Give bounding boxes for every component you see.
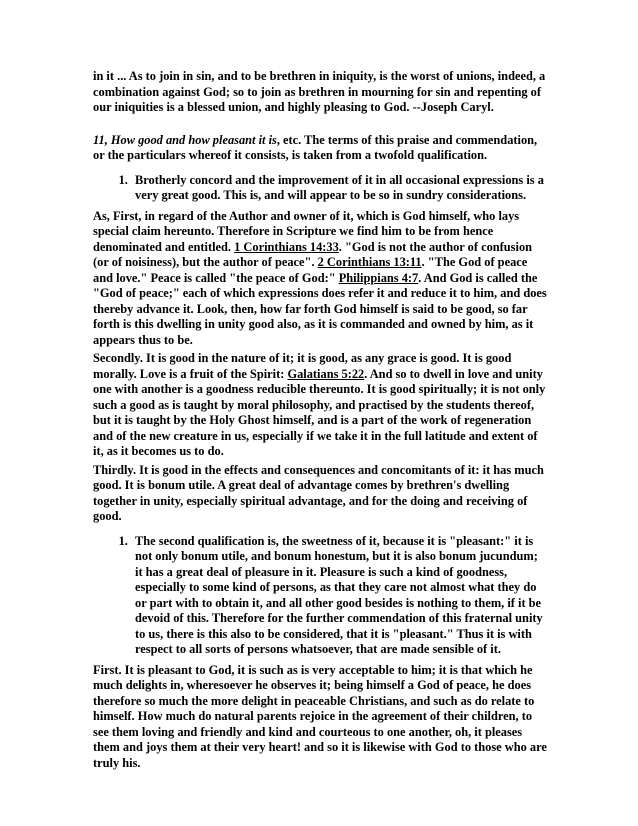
scripture-link-philippians-4-7[interactable]: Philippians 4:7 xyxy=(338,270,419,285)
scripture-link-2-corinthians-13-11[interactable]: 2 Corinthians 13:11 xyxy=(317,255,422,269)
paragraph-caryl-quote xyxy=(93,69,548,116)
verse-heading: 11, How good and how pleasant it is xyxy=(93,132,277,147)
paragraph-text: . And so to dwell in love and unity one with another is a goodness reducible thereunto. It is good spiritually; it is not only such a good as is taught by moral philosophy, and practised by the students thereof, but it is taught by the Holy Ghost himself, and is a part of the work of regeneration and of the new creature in us, especially if we take it in the full latitude and extent of it, as it becomes us to do. xyxy=(93,366,546,458)
scripture-link-galatians-5-22[interactable]: Galatians 5:22 xyxy=(287,366,365,381)
list-item xyxy=(131,173,548,204)
list-item-text: The second qualification is, the sweetness of it, because it is "pleasant:" it is not only bonum utile, and bonum honestum, but it is also bonum jucundum; it has a great deal of pleasure in it. Pleasure is such a kind of goodness, especially to some kind of persons, as that they care not almost what they do or part with to obtain it, and all other good besides is nothing to them, if it be devoid of this. Therefore for the further commendation of this fraternal unity to us, there is this also to be considered, that it is "pleasant." Thus it is with respect to all sorts of persons whatsoever, that are made sensible of it. xyxy=(135,533,543,656)
paragraph-text: First. It is pleasant to God, it is such as is very acceptable to him; it is that which he much delights in, wheresoever he observes it; being himself a God of peace, he does therefore so much the more delight in peaceable Christians, and such as do relate to himself. How much do natural parents rejoice in the agreement of their children, to see them loving and friendly and kind and courteous to one another, oh, it pleases them and joys them at their very heart! and so it is likewise with God to those who are truly his. xyxy=(93,662,547,770)
paragraph-text: . And God is called the "God of peace;" each of which expressions does refer it and reduce it to him, and does thereby advance it. Look, then, how far forth God himself is said to be good, so far forth is this dwelling in unity good also, as it is commanded and owned by him, as it appears thus to be. xyxy=(93,270,547,347)
list-item xyxy=(131,534,548,658)
paragraph-text: . "God is not the author of confusion (or of noisiness), but the author of peace". xyxy=(93,239,533,269)
paragraph-pleasant-to-god xyxy=(93,663,548,772)
paragraph-verse-intro xyxy=(93,133,548,164)
numbered-list-second-qualification xyxy=(93,534,548,658)
paragraph-text: Secondly. It is good in the nature of it; it is good, as any grace is good. It is good morally. Love is a fruit of the Spirit: xyxy=(93,351,512,381)
paragraph-text: Thirdly. It is good in the effects and consequences and concomitants of it: it has much good. It is bonum utile. A great deal of advantage comes by brethren's dwelling together in unity, especially spiritual advantage, and for the doing and receiving of good. xyxy=(93,462,544,523)
paragraph-third-consideration xyxy=(93,463,548,525)
paragraph-first-consideration xyxy=(93,209,548,349)
paragraph-text: As, First, in regard of the Author and owner of it, which is God himself, who lays special claim hereunto. Therefore in Scripture we find him to be from hence denominated and entitled. xyxy=(93,208,520,254)
paragraph-text: , etc. The terms of this praise and commendation, or the particulars whereof it consists, is taken from a twofold qualification. xyxy=(93,132,538,162)
list-item-text: Brotherly concord and the improvement of it in all occasional expressions is a very great good. This is, and will appear to be so in sundry considerations. xyxy=(135,172,544,202)
numbered-list-first-qualification xyxy=(93,173,548,204)
scripture-link-1-corinthians-14-33[interactable]: 1 Corinthians 14:33 xyxy=(234,239,339,254)
paragraph-text: . "The God of peace and love." Peace is called "the peace of God:" xyxy=(93,255,528,285)
paragraph-second-consideration xyxy=(93,351,548,460)
paragraph-text: in it ... As to join in sin, and to be brethren in iniquity, is the worst of unions, indeed, a combination against God; so to join as brethren in mourning for sin and repenting of our iniquities is a blessed union, and highly pleasing to God. --Joseph Caryl. xyxy=(93,69,546,114)
